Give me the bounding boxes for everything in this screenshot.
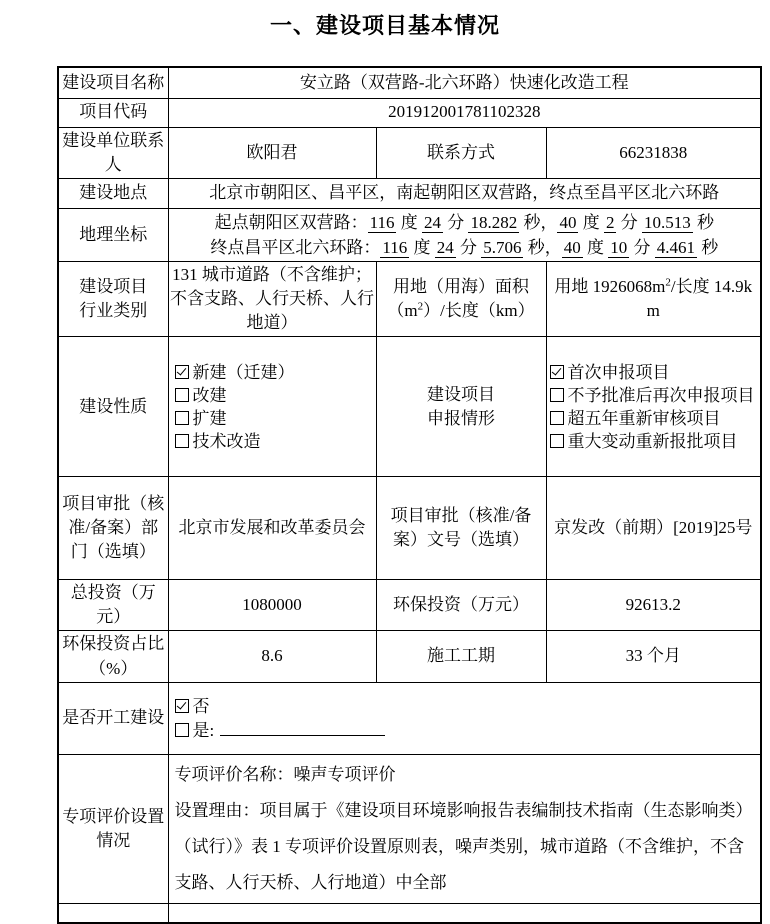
checkbox-option: [550, 407, 758, 430]
label-construction-nature: 建设性质: [58, 337, 168, 477]
coordinate-text: 分: [455, 237, 482, 257]
row-env-investment-ratio: [58, 631, 761, 682]
coordinate-text: 秒，: [519, 212, 558, 232]
checkbox-label: 否: [192, 696, 210, 716]
checkbox-option: [175, 361, 373, 384]
coordinate-number: 10.513: [643, 212, 691, 232]
value-construction-period: 33 个月: [546, 631, 761, 682]
row-project-name: [58, 67, 761, 98]
row-location: [58, 178, 761, 208]
coordinate-number: 18.282: [470, 212, 518, 232]
checkbox-unchecked-icon[interactable]: [175, 723, 189, 737]
coordinate-number: 24: [423, 212, 441, 232]
coordinate-text: 度: [409, 237, 435, 257]
checkbox-option: [550, 430, 758, 453]
coordinate-number: 116: [382, 237, 408, 257]
checkbox-option: [550, 361, 758, 384]
label-land-area: 用地（用海）面积$(m^2)/$长度（km）: [376, 261, 546, 336]
value-contact-phone: 66231838: [546, 127, 761, 178]
special-evaluation-name: 专项评价名称：噪声专项评价: [174, 764, 396, 784]
label-special-evaluation: 专项评价设置情况: [58, 754, 168, 903]
coordinate-number: 10: [610, 237, 628, 257]
superscript-2: 2: [665, 276, 671, 289]
coordinate-end-line: [172, 235, 758, 260]
row-contact: [58, 127, 761, 178]
row-approval-department: [58, 477, 761, 580]
value-land-area: 用地 $1926068m^2/$长度 14.9km: [546, 261, 761, 336]
value-special-evaluation: [168, 754, 761, 903]
label-project-name: 建设项目名称: [58, 67, 168, 98]
partial-row-label-cell: [58, 903, 168, 923]
coordinate-text: 度: [582, 237, 609, 257]
checkbox-label: 首次申报项目: [567, 362, 670, 382]
option-not-started: [175, 695, 758, 718]
value-project-name: 安立路（双营路-北六环路）快速化改造工程: [168, 67, 761, 98]
checkbox-label: 是:: [192, 720, 215, 740]
row-industry-category: [58, 261, 761, 336]
checkbox-unchecked-icon[interactable]: [175, 434, 189, 448]
superscript-2: 2: [417, 300, 424, 313]
checkbox-option: [175, 430, 373, 453]
value-construction-started: [168, 682, 761, 754]
label-location: 建设地点: [58, 178, 168, 208]
coordinate-text: 分: [616, 212, 642, 232]
coordinate-text: 终点昌平区北六环路：: [210, 237, 381, 257]
value-location: 北京市朝阳区、昌平区，南起朝阳区双营路，终点至昌平区北六环路: [168, 178, 761, 208]
value-env-investment: 92613.2: [546, 580, 761, 631]
value-coordinates: [168, 208, 761, 261]
label-env-investment: 环保投资（万元）: [376, 580, 546, 631]
checkbox-checked-icon[interactable]: [175, 365, 189, 379]
coordinate-text: 秒: [692, 212, 714, 232]
coordinate-text: 度: [396, 212, 422, 232]
checkbox-checked-icon[interactable]: [175, 699, 189, 713]
coordinate-number: 40: [559, 212, 577, 232]
checkbox-label: 技术改造: [192, 431, 261, 451]
coordinate-text: 秒，: [523, 237, 562, 257]
checkbox-unchecked-icon[interactable]: [550, 388, 564, 402]
value-total-investment: 1080000: [168, 580, 376, 631]
label-coordinates: 地理坐标: [58, 208, 168, 261]
row-coordinates: [58, 208, 761, 261]
coordinate-number: 24: [436, 237, 454, 257]
label-construction-started: 是否开工建设: [58, 682, 168, 754]
checkbox-unchecked-icon[interactable]: [550, 411, 564, 425]
value-approval-doc-number: 京发改（前期）[2019]25号: [546, 477, 761, 580]
coordinate-number: 40: [563, 237, 581, 257]
row-total-investment: [58, 580, 761, 631]
checkbox-label: 不予批准后再次申报项目: [567, 385, 755, 405]
coordinate-text: 分: [442, 212, 469, 232]
checkbox-label: 扩建: [192, 408, 227, 428]
row-construction-started: [58, 682, 761, 754]
coordinate-text: 秒: [696, 237, 719, 257]
label-contact-person: 建设单位联系人: [58, 127, 168, 178]
checkbox-label: 改建: [192, 385, 227, 405]
row-special-evaluation: [58, 754, 761, 903]
label-approval-department: 项目审批（核准/备案）部门（选填）: [58, 477, 168, 580]
coordinate-number: 116: [369, 212, 395, 232]
checkbox-unchecked-icon[interactable]: [175, 388, 189, 402]
coordinate-text: 起点朝阳区双营路：: [214, 212, 368, 232]
value-construction-nature: [168, 337, 376, 477]
coordinate-text: 度: [578, 212, 604, 232]
checkbox-checked-icon[interactable]: [550, 365, 564, 379]
coordinate-start-line: [172, 210, 758, 235]
label-contact-method: 联系方式: [376, 127, 546, 178]
checkbox-unchecked-icon[interactable]: [550, 434, 564, 448]
row-partial-bottom: [58, 903, 761, 923]
checkbox-option: [550, 384, 758, 407]
value-env-investment-ratio: 8.6: [168, 631, 376, 682]
checkbox-label: 新建（迁建）: [192, 362, 295, 382]
coordinate-number: 5.706: [483, 237, 522, 257]
value-industry-category: 131 城市道路（不含维护；不含支路、人行天桥、人行地道）: [168, 261, 376, 336]
option-started: [175, 718, 758, 742]
coordinate-text: 分: [629, 237, 655, 257]
label-env-investment-ratio: 环保投资占比（%）: [58, 631, 168, 682]
project-basic-info-table: [57, 66, 762, 924]
checkbox-label: 超五年重新审核项目: [567, 408, 721, 428]
row-construction-nature: [58, 337, 761, 477]
value-contact-person: 欧阳君: [168, 127, 376, 178]
checkbox-option: [175, 384, 373, 407]
label-approval-doc-number: 项目审批（核准/备案）文号（选填）: [376, 477, 546, 580]
label-industry-category: 建设项目 行业类别: [58, 261, 168, 336]
coordinate-number: 2: [605, 212, 615, 232]
blank-fill-line[interactable]: [220, 718, 385, 736]
coordinate-number: 4.461: [656, 237, 695, 257]
value-declaration-type: [546, 337, 761, 477]
value-project-code: 201912001781102328: [168, 98, 761, 127]
checkbox-unchecked-icon[interactable]: [175, 411, 189, 425]
checkbox-label: 重大变动重新报批项目: [567, 431, 738, 451]
row-project-code: [58, 98, 761, 127]
special-evaluation-reason: 设置理由：项目属于《建设项目环境影响报告表编制技术指南（生态影响类）（试行）》表 1 专项评价设置原则表，噪声类别，城市道路（不含维护，不含支路、人行天桥、人行地道）中全部: [174, 800, 753, 892]
page-title: 一、建设项目基本情况: [269, 13, 500, 38]
label-construction-period: 施工工期: [376, 631, 546, 682]
label-total-investment: 总投资（万元）: [58, 580, 168, 631]
label-declaration-type: 建设项目 申报情形: [376, 337, 546, 477]
checkbox-option: [175, 407, 373, 430]
value-approval-department: 北京市发展和改革委员会: [168, 477, 376, 580]
partial-row-value-cell: [168, 903, 761, 923]
label-project-code: 项目代码: [58, 98, 168, 127]
